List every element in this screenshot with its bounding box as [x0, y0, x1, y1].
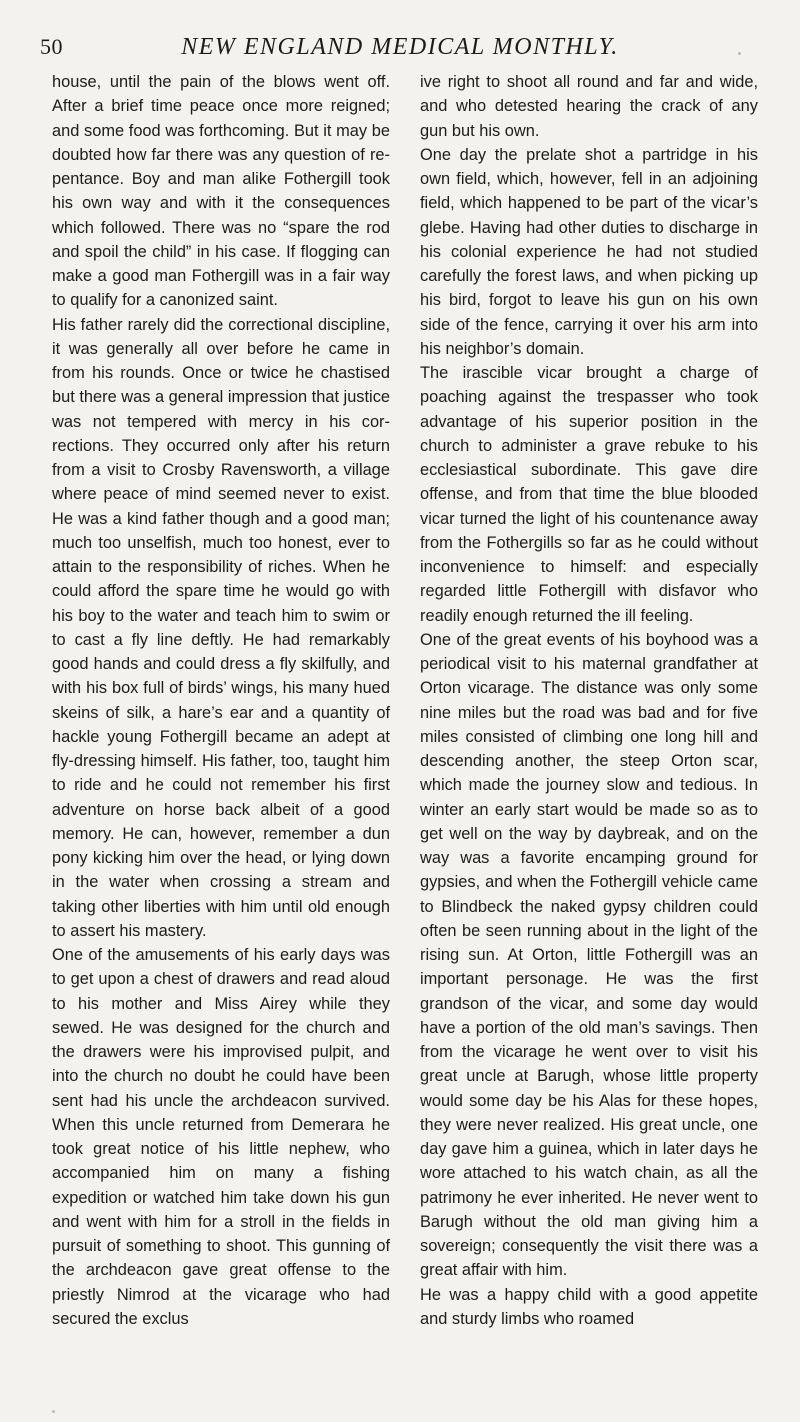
page-number: 50 [40, 34, 63, 59]
paper-speck [52, 1410, 55, 1413]
page-header [40, 34, 760, 62]
running-title: NEW ENGLAND MEDICAL MONTHLY. [181, 34, 619, 60]
paragraph: The irascible vicar brought a charge of poaching against the trespasser who took advantage of his superior position in the church to administer a grave rebuke to his ecclesiastical subordinate. This gave dire offense, and from that time the blue blooded vicar turned the light of his countenance away from the Fothergills so far as he could without inconvenience to himself: and especially regarded little Fothergill with disfavor who readily enough returned the ill feeling. [420, 364, 758, 625]
paper-speck [738, 52, 741, 55]
paragraph: One of the amusements of his early days was to get upon a chest of drawers and read aloud to his mother and Miss Airey while they sewed. He was designed for the church and the drawers were his improvised pulpit, and into the church no doubt he could have been sent had his uncle the archdeacon survived. When this uncle returned from Demerara he took great notice of his little nephew, who accompanied him on many a fishing expedition or watched him take down his gun and went with him for a stroll in the fields in pursuit of something to shoot. This gunning of the archdeacon gave great offense to the priestly Nimrod at the vicarage who had secured the exclus [52, 946, 390, 1328]
left-column [52, 70, 390, 1331]
paragraph: ive right to shoot all round and far and wide, and who detested hearing the crack of any gun but his own. [420, 73, 758, 140]
paragraph: house, until the pain of the blows went off. After a brief time peace once more reigned; and some food was forthcoming. But it may be doubted how far there was any question of repentance. Boy and man alike Fothergill took his own way and with it the consequences which followed. There was no “spare the rod and spoil the child” in his case. If flogging can make a good man Fothergill was in a fair way to qualify for a canonized saint. [52, 73, 390, 310]
paragraph: One of the great events of his boyhood was a periodical visit to his maternal grandfather at Orton vicarage. The distance was only some nine miles but the road was bad and for five miles consisted of climbing one long hill and descending another, the steep Orton scar, which made the journey slow and tedious. In winter an early start would be made so as to get well on the way by daybreak, and on the way was a favorite encamping ground for gypsies, and when the Fothergill vehicle came to Blindbeck the naked gypsy children could often be seen running about in the light of the rising sun. At Orton, little Fothergill was an important personage. He was the first grandson of the vicar, and some day would have a portion of the old man’s savings. Then from the vicarage he went over to visit his great uncle at Barugh, whose little property would some day be his Alas for these hopes, they were never realized. His great uncle, one day gave him a guinea, which in later days he wore attached to his watch chain, as all the patrimony he ever inherited. He never went to Barugh without the old man giving him a sovereign; consequently the visit there was a great affair with him. [420, 630, 758, 1280]
text-columns [52, 70, 762, 1410]
right-column [420, 70, 758, 1331]
paragraph: One day the prelate shot a partridge in his own field, which, however, fell in an adjoining field, which happened to be part of the vicar’s glebe. Having had other duties to discharge in his colonial experience he had not studied carefully the forest laws, and when picking up his bird, forgot to leave his gun on his own side of the fence, carrying it over his arm into his neighbor’s domain. [420, 145, 758, 358]
paragraph: His father rarely did the correctional discipline, it was generally all over before he came in from his rounds. Once or twice he chastised but there was a general impression that justice was not tempered with mercy in his corrections. They occurred only after his return from a visit to Crosby Ravensworth, a village where peace of mind seemed never to exist. He was a kind father though and a good man; much too unselfish, much too honest, ever to attain to the responsibility of riches. When he could afford the spare time he would go with his boy to the water and teach him to swim or to cast a fly line deftly. He had remarkably good hands and could dress a fly skilfully, and with his box full of birds’ wings, his many hued skeins of silk, a hare’s ear and a quantity of hackle young Fothergill became an adept at fly-dressing himself. His father, too, taught him to ride and he could not remember his first adventure on horse back albeit of a good memory. He can, however, remember a dun pony kicking him over the head, or lying down in the water when crossing a stream and taking other liberties with him until old enough to assert his mastery. [52, 315, 391, 940]
paragraph: He was a happy child with a good appetite and sturdy limbs who roamed [420, 1285, 758, 1328]
